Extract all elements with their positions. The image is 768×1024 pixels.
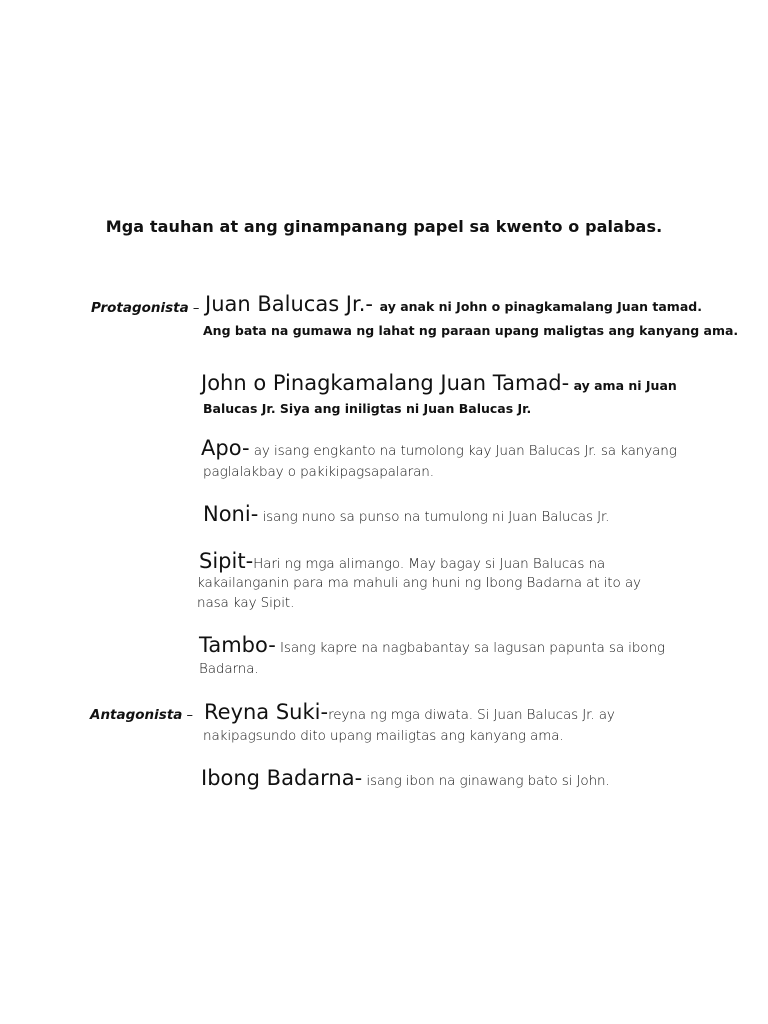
character-entry-sipit (199, 549, 605, 573)
character-name: Noni (203, 502, 251, 526)
character-name: John o Pinagkamalang Juan Tamad (201, 371, 562, 395)
role-label-antagonista (90, 707, 193, 723)
character-separator: - (241, 436, 250, 460)
character-entry-tambo (199, 633, 665, 657)
role-label-text: Antagonista (90, 707, 183, 723)
character-name: Juan Balucas Jr. (205, 292, 366, 316)
character-description-line: kakailanganin para ma mahuli ang huni ng Ibong Badarna at ito ay (197, 575, 641, 591)
character-description: Isang kapre na nagbabantay sa lagusan papunta sa ibong (275, 640, 665, 656)
character-description: ay ama ni Juan (569, 378, 677, 393)
character-separator: - (250, 502, 259, 526)
character-description: isang ibon na ginawang bato si John. (362, 773, 610, 789)
character-name: Ibong Badarna (201, 766, 355, 790)
role-label-text: Protagonista (91, 300, 189, 316)
character-name: Reyna Suki (204, 700, 321, 724)
character-description: Hari ng mga alimango. May bagay si Juan Balucas na (253, 556, 606, 572)
page-title: Mga tauhan at ang ginampanang papel sa kwento o palabas. (105, 217, 663, 236)
character-entry-noni (203, 502, 609, 526)
character-name: Sipit (199, 549, 246, 573)
character-name: Apo (201, 436, 242, 460)
character-entry-apo (201, 436, 677, 460)
character-entry-john (201, 371, 677, 395)
character-separator: - (365, 292, 380, 316)
character-description-line: Balucas Jr. Siya ang iniligtas ni Juan Balucas Jr. (203, 401, 532, 416)
character-description: isang nuno sa punso na tumulong ni Juan Balucas Jr. (258, 509, 610, 525)
character-description-line: Badarna. (199, 661, 259, 677)
character-description: reyna ng mga diwata. Si Juan Balucas Jr. ay (328, 707, 615, 723)
character-separator: - (245, 549, 254, 573)
role-dash: – (182, 708, 194, 723)
character-description-line: paglalakbay o pakikipagsapalaran. (203, 464, 434, 480)
role-label-protagonista (91, 300, 199, 316)
role-dash: – (188, 301, 200, 316)
character-description-line: nasa kay Sipit. (197, 595, 295, 611)
character-separator: - (354, 766, 363, 790)
character-entry-juan-balucas (205, 292, 702, 316)
character-entry-ibong-badarna (201, 766, 610, 790)
character-separator: - (320, 700, 329, 724)
character-description: ay isang engkanto na tumolong kay Juan Balucas Jr. sa kanyang (249, 443, 677, 459)
character-entry-reyna-suki (204, 700, 615, 724)
character-separator: - (268, 633, 276, 657)
character-description-line: nakipagsundo dito upang mailigtas ang kanyang ama. (203, 728, 564, 744)
character-separator: - (561, 371, 570, 395)
character-name: Tambo (199, 633, 269, 657)
character-description: ay anak ni John o pinagkamalang Juan tamad. (379, 299, 702, 314)
character-description-line: Ang bata na gumawa ng lahat ng paraan upang maligtas ang kanyang ama. (203, 323, 739, 338)
